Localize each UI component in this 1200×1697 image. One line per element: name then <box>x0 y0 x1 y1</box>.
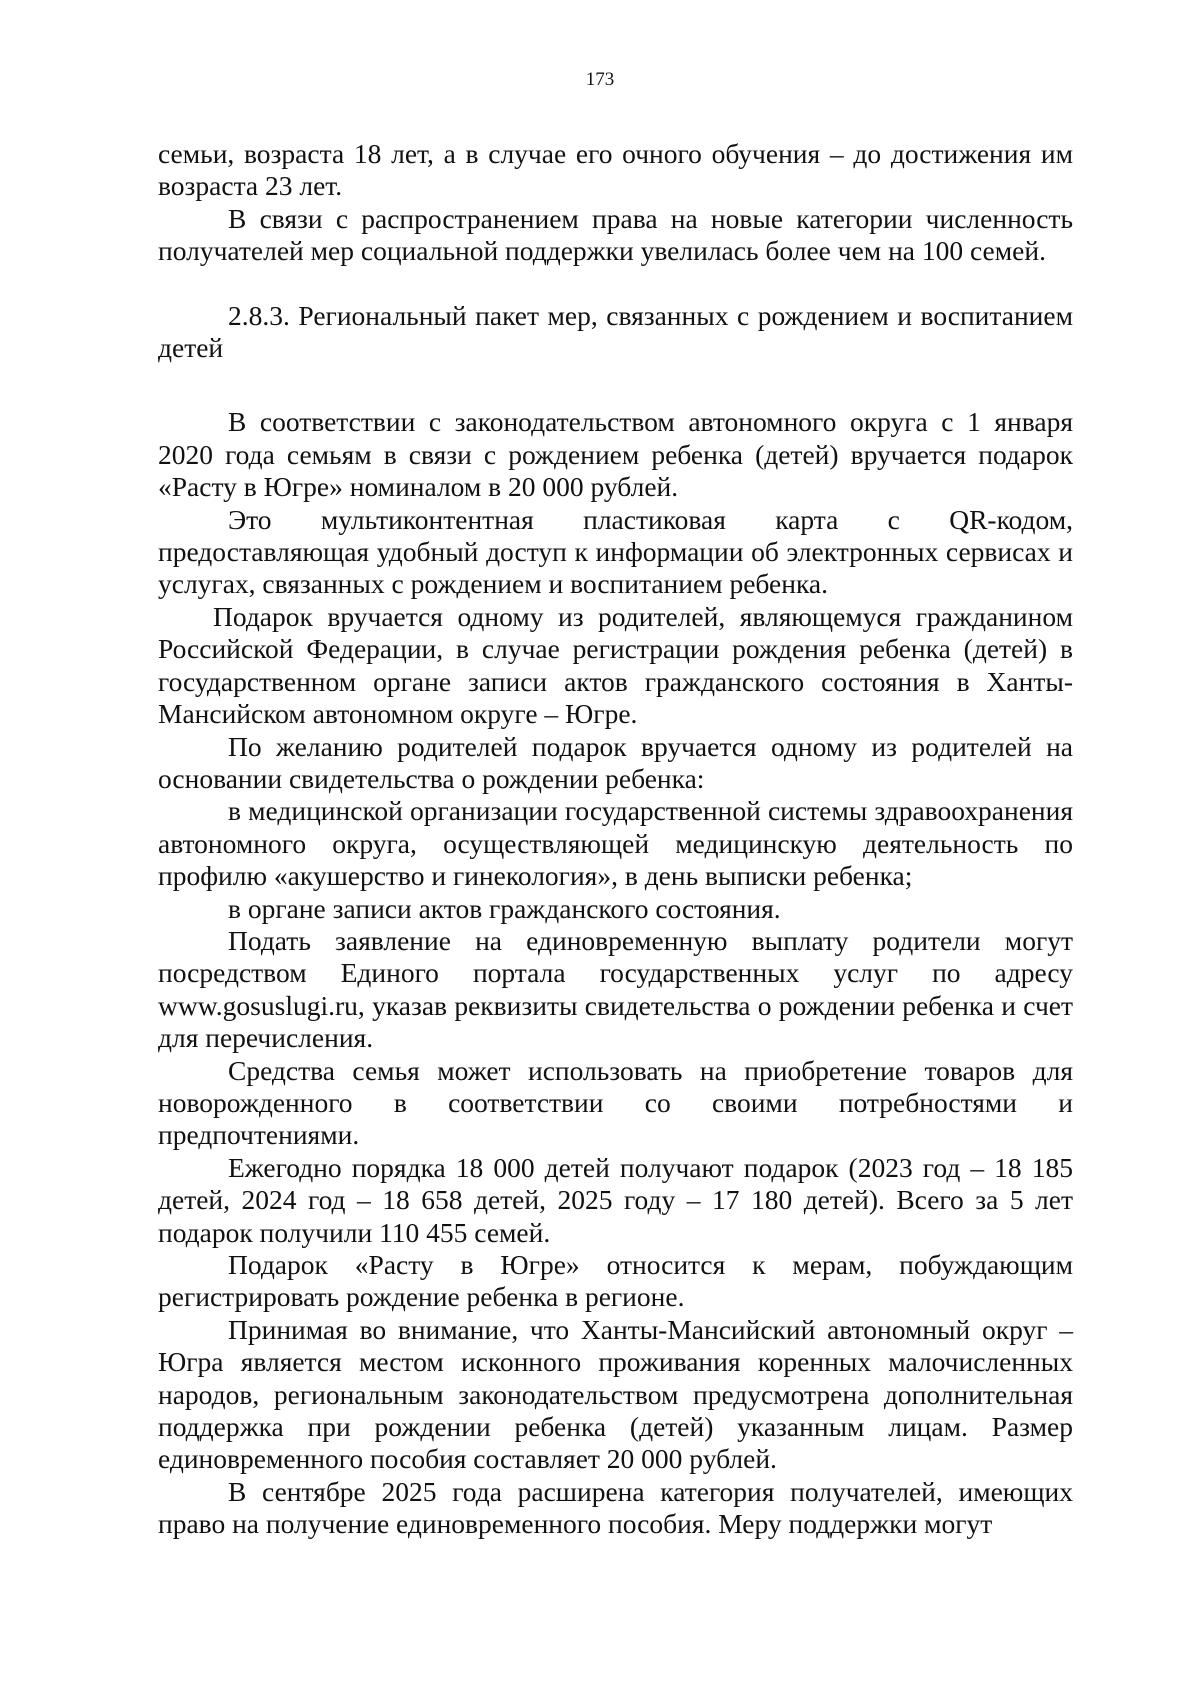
paragraph: Подать заявление на единовременную выплату родители могут посредством Единого портала государственных услуг по адресу www.gosuslugi.ru, указав реквизиты свидетельства о рождении ребенка и счет для перечисления. <box>158 924 1073 1054</box>
paragraph: Подарок «Расту в Югре» относится к мерам, побуждающим регистрировать рождение ребенка в регионе. <box>158 1249 1073 1313</box>
paragraph: В соответствии с законодательством автономного округа с 1 января 2020 года семьям в связи с рождением ребенка (детей) вручается подарок «Расту в Югре» номиналом в 20 000 рублей. <box>158 406 1073 503</box>
list-item: в медицинской организации государственной системы здравоохранения автономного округа, осуществляющей медицинскую деятельность по профилю «акушерство и гинекология», в день выписки ребенка; <box>158 795 1073 892</box>
paragraph: Средства семья может использовать на приобретение товаров для новорожденного в соответствии со своими потребностями и предпочтениями. <box>158 1054 1073 1151</box>
paragraph-continuation: семьи, возраста 18 лет, а в случае его очного обучения – до достижения им возраста 23 лет. <box>158 138 1073 202</box>
paragraph: Принимая во внимание, что Ханты-Мансийский автономный округ – Югра является местом исконного проживания коренных малочисленных народов, региональным законодательством предусмотрена дополнительная поддержка при рождении ребенка (детей) указанным лицам. Размер единовременного пособия составляет 20 000 рублей. <box>158 1313 1073 1475</box>
paragraph: В связи с распространением права на новые категории численность получателей мер социальной поддержки увелилась более чем на 100 семей. <box>158 202 1073 267</box>
paragraph: Ежегодно порядка 18 000 детей получают подарок (2023 год – 18 185 детей, 2024 год – 18 658 детей, 2025 году – 17 180 детей). Всего за 5 лет подарок получили 110 455 семей. <box>158 1151 1073 1248</box>
page-number: 173 <box>585 69 615 90</box>
list-item: в органе записи актов гражданского состояния. <box>228 892 781 924</box>
paragraph: Это мультиконтентная пластиковая карта с QR-кодом, предоставляющая удобный доступ к информации об электронных сервисах и услугах, связанных с рождением и воспитанием ребенка. <box>158 503 1073 600</box>
section-heading: 2.8.3. Региональный пакет мер, связанных с рождением и воспитанием детей <box>158 299 1073 364</box>
document-body <box>158 138 1073 1541</box>
paragraph: По желанию родителей подарок вручается одному из родителей на основании свидетельства о рождении ребенка: <box>158 730 1073 794</box>
paragraph: Подарок вручается одному из родителей, являющемуся гражданином Российской Федерации, в случае регистрации рождения ребенка (детей) в государственном органе записи актов гражданского состояния в Ханты-Мансийском автономном округе – Югре. <box>158 600 1073 730</box>
paragraph: В сентябре 2025 года расширена категория получателей, имеющих право на получение единовременного пособия. Меру поддержки могут <box>158 1475 1073 1540</box>
